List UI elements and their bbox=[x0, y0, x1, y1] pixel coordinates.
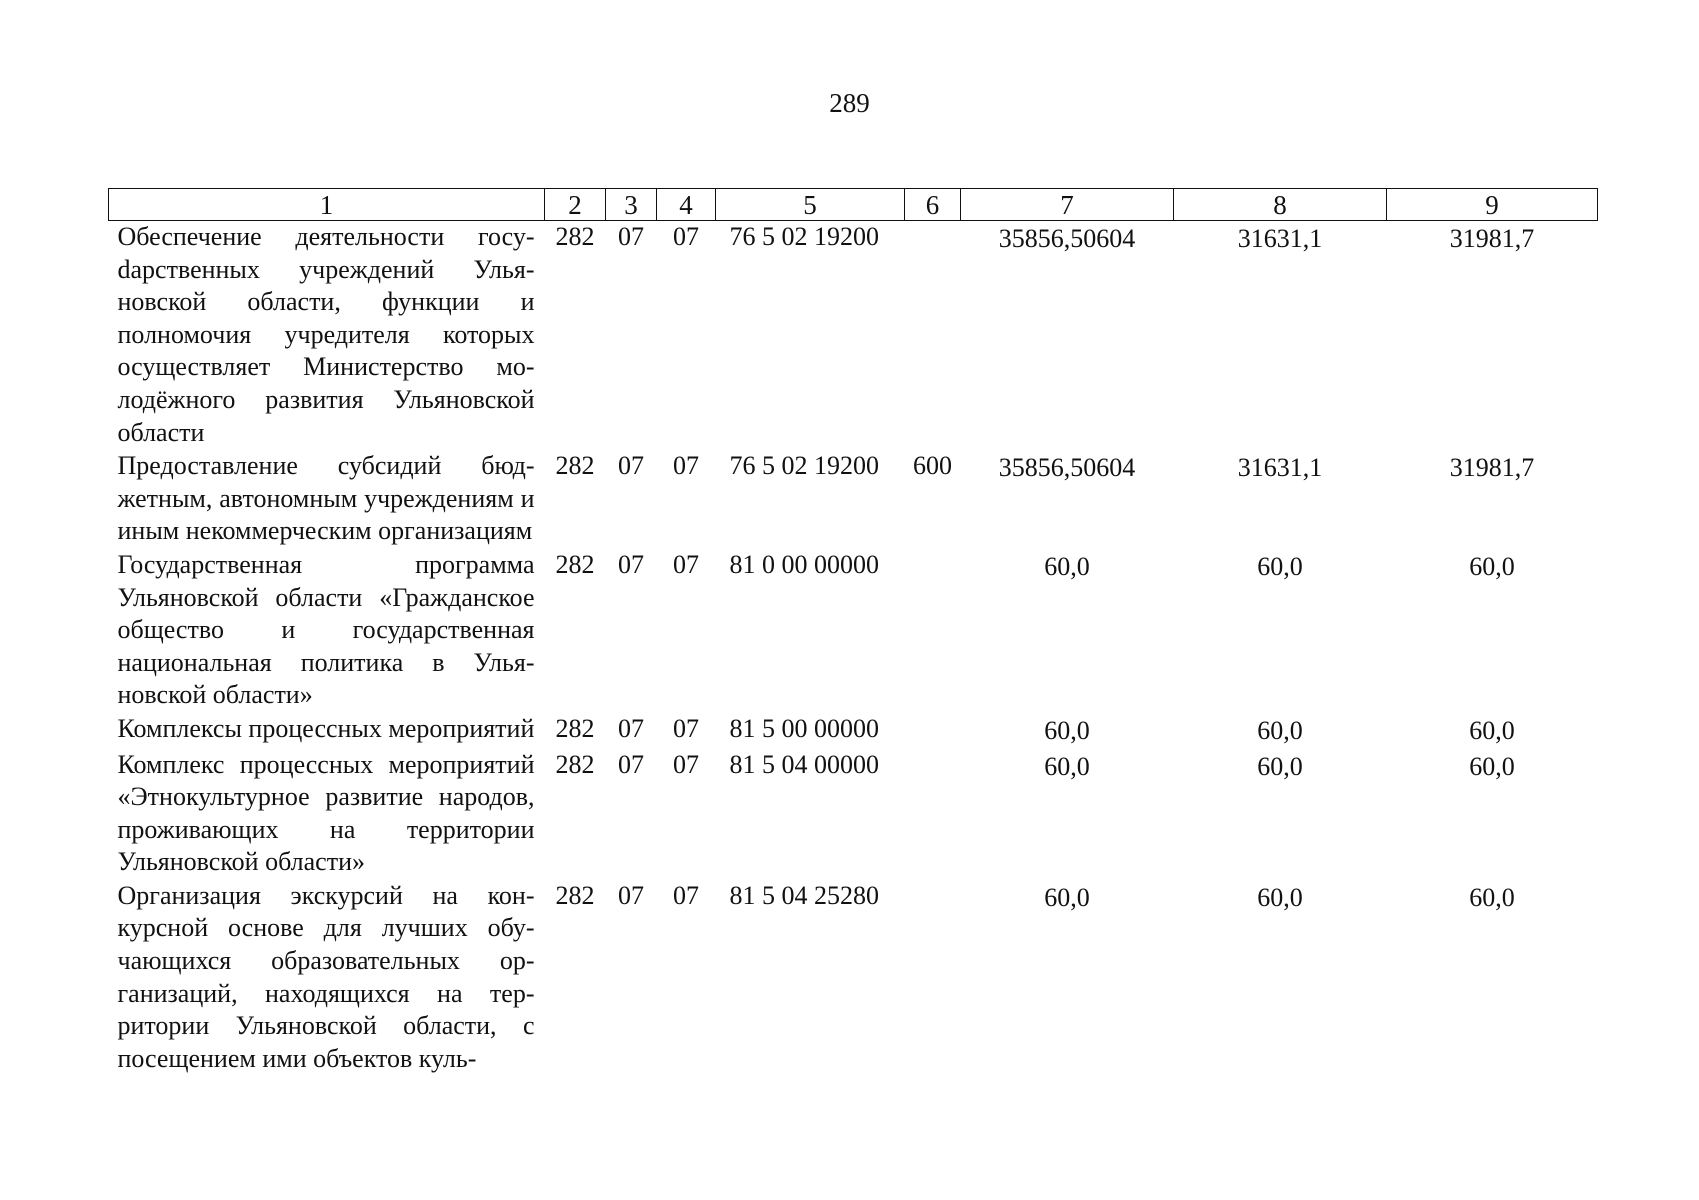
table-row bbox=[109, 549, 1598, 713]
column-header-2: 2 bbox=[545, 189, 606, 221]
cell-col-2: 282 bbox=[555, 749, 595, 779]
cell-col-6 bbox=[905, 880, 961, 1077]
cell-col-4: 07 bbox=[673, 880, 699, 910]
cell-col-4: 07 bbox=[673, 749, 699, 779]
cell-col-7: 35856,50604 bbox=[998, 453, 1136, 483]
cell-col-4: 07 bbox=[673, 451, 699, 481]
table-row bbox=[109, 221, 1598, 451]
cell-col-8: 31631,1 bbox=[1237, 224, 1323, 253]
cell-col-2: 282 bbox=[555, 549, 595, 579]
column-header-7: 7 bbox=[961, 189, 1174, 221]
cell-col-3: 07 bbox=[618, 880, 644, 910]
cell-col-4: 07 bbox=[673, 713, 699, 743]
cell-col-9: 60,0 bbox=[1469, 882, 1515, 912]
cell-col-3: 07 bbox=[618, 549, 644, 579]
table-header-row bbox=[109, 189, 1598, 221]
cell-col-7: 60,0 bbox=[1044, 882, 1090, 912]
cell-col-4: 07 bbox=[673, 549, 699, 579]
column-header-5: 5 bbox=[716, 189, 905, 221]
column-header-8: 8 bbox=[1174, 189, 1387, 221]
column-header-4: 4 bbox=[657, 189, 716, 221]
cell-col-8: 60,0 bbox=[1257, 551, 1303, 581]
column-header-6: 6 bbox=[905, 189, 961, 221]
page-number: 289 bbox=[829, 88, 870, 118]
row-name: Организация экскурсий на конкурсной основе для лучших обучающихся образовательных организаций, находящихся на территории Ульяновской области, с посещением ими объектов куль- bbox=[117, 880, 535, 1073]
row-name: Государственная программа Ульяновской области «Гражданское общество и государственная национальная политика в Ульяновской области» bbox=[117, 549, 535, 710]
cell-col-3: 07 bbox=[618, 222, 644, 251]
row-name: Обеспечение деятельности госуdарственных учреждений Ульяновской области, функции и полномочия учредителя которых осуществляет Министерство молодёжного развития Ульяновской области bbox=[117, 222, 535, 447]
column-header-1: 1 bbox=[109, 189, 545, 221]
cell-col-6 bbox=[905, 713, 961, 749]
cell-col-9: 60,0 bbox=[1469, 551, 1515, 581]
cell-col-7: 35856,50604 bbox=[998, 224, 1136, 253]
cell-col-5: 81 5 04 00000 bbox=[729, 749, 879, 779]
cell-col-9: 60,0 bbox=[1469, 715, 1515, 745]
column-header-9: 9 bbox=[1387, 189, 1598, 221]
cell-col-9: 31981,7 bbox=[1449, 224, 1535, 253]
cell-col-7: 60,0 bbox=[1044, 551, 1090, 581]
table-row bbox=[109, 713, 1598, 749]
row-name: Предоставление субсидий бюджетным, автономным учреждениям и иным некоммерческим организациям bbox=[117, 451, 535, 546]
budget-table bbox=[108, 188, 1598, 1076]
cell-col-2: 282 bbox=[555, 880, 595, 910]
row-name: Комплекс процессных мероприятий «Этнокультурное развитие народов, проживающих на территории Ульяновской области» bbox=[117, 749, 535, 877]
cell-col-8: 60,0 bbox=[1257, 751, 1303, 781]
cell-col-2: 282 bbox=[555, 451, 595, 481]
cell-col-8: 60,0 bbox=[1257, 715, 1303, 745]
cell-col-6 bbox=[905, 749, 961, 880]
cell-col-6: 600 bbox=[913, 451, 952, 481]
cell-col-6 bbox=[905, 549, 961, 713]
row-name: Комплексы процессных мероприятий bbox=[117, 713, 535, 743]
cell-col-9: 31981,7 bbox=[1449, 453, 1535, 483]
cell-col-6 bbox=[905, 221, 961, 451]
cell-col-5: 76 5 02 19200 bbox=[729, 222, 879, 251]
cell-col-3: 07 bbox=[618, 749, 644, 779]
cell-col-2: 282 bbox=[555, 713, 595, 743]
table-row bbox=[109, 880, 1598, 1077]
cell-col-3: 07 bbox=[618, 713, 644, 743]
cell-col-5: 81 5 00 00000 bbox=[729, 713, 879, 743]
cell-col-3: 07 bbox=[618, 451, 644, 481]
cell-col-7: 60,0 bbox=[1044, 751, 1090, 781]
cell-col-7: 60,0 bbox=[1044, 715, 1090, 745]
cell-col-9: 60,0 bbox=[1469, 751, 1515, 781]
cell-col-5: 81 0 00 00000 bbox=[729, 549, 879, 579]
column-header-3: 3 bbox=[606, 189, 657, 221]
cell-col-4: 07 bbox=[673, 222, 699, 251]
cell-col-8: 31631,1 bbox=[1237, 453, 1323, 483]
cell-col-5: 76 5 02 19200 bbox=[729, 451, 879, 481]
table-row bbox=[109, 450, 1598, 549]
cell-col-5: 81 5 04 25280 bbox=[729, 880, 879, 910]
table-row bbox=[109, 749, 1598, 880]
cell-col-2: 282 bbox=[555, 222, 595, 251]
cell-col-8: 60,0 bbox=[1257, 882, 1303, 912]
